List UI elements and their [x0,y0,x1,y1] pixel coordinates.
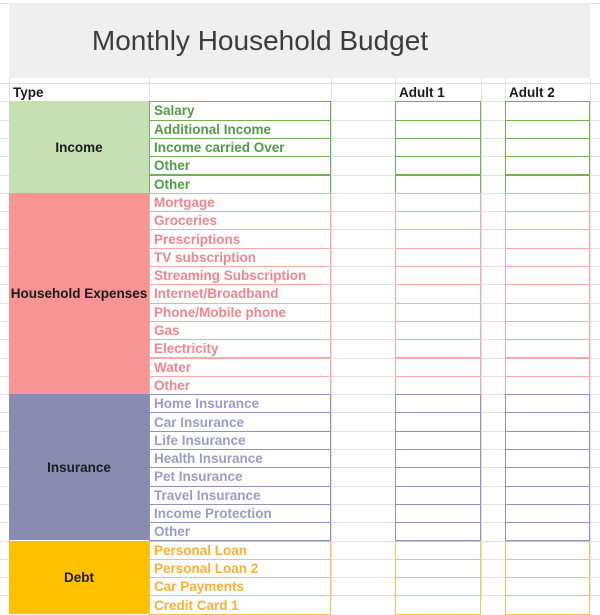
item-cell[interactable]: Gas [149,321,331,340]
adult2-value-cell[interactable] [505,486,590,505]
vertical-gridline [590,78,591,600]
adult2-value-cell[interactable] [505,431,590,450]
adult1-value-cell[interactable] [395,175,481,194]
adult2-value-cell[interactable] [505,101,590,120]
adult2-value-cell[interactable] [505,595,590,614]
adult2-value-cell[interactable] [505,284,590,303]
item-cell[interactable]: Personal Loan [149,541,331,560]
adult1-value-cell[interactable] [395,595,481,614]
column-header-adult1[interactable]: Adult 1 [399,84,445,100]
adult1-value-cell[interactable] [395,211,481,230]
item-cell[interactable]: Phone/Mobile phone [149,303,331,322]
adult1-value-cell[interactable] [395,559,481,578]
item-cell[interactable]: Prescriptions [149,229,331,248]
adult1-value-cell[interactable] [395,248,481,267]
item-cell[interactable]: Salary [149,101,331,120]
adult1-value-cell[interactable] [395,412,481,431]
item-cell[interactable]: Health Insurance [149,449,331,468]
item-cell[interactable]: Groceries [149,211,331,230]
item-cell[interactable]: Car Payments [149,577,331,596]
item-cell[interactable]: Additional Income [149,120,331,139]
section-type-cell[interactable]: Debt [9,541,149,614]
adult1-value-cell[interactable] [395,339,481,358]
adult2-value-cell[interactable] [505,138,590,157]
item-cell[interactable]: TV subscription [149,248,331,267]
item-cell[interactable]: Travel Insurance [149,486,331,505]
item-cell[interactable]: Income Protection [149,504,331,523]
adult2-value-cell[interactable] [505,412,590,431]
adult2-value-cell[interactable] [505,577,590,596]
item-cell[interactable]: Other [149,522,331,541]
item-cell[interactable]: Life Insurance [149,431,331,450]
column-header-adult2[interactable]: Adult 2 [509,84,555,100]
adult2-value-cell[interactable] [505,376,590,395]
item-cell[interactable]: Water [149,358,331,377]
adult1-value-cell[interactable] [395,266,481,285]
adult1-value-cell[interactable] [395,156,481,175]
adult2-value-cell[interactable] [505,211,590,230]
item-cell[interactable]: Car Insurance [149,412,331,431]
adult1-value-cell[interactable] [395,321,481,340]
adult2-value-cell[interactable] [505,504,590,523]
item-cell[interactable]: Personal Loan 2 [149,559,331,578]
adult1-value-cell[interactable] [395,101,481,120]
adult2-value-cell[interactable] [505,394,590,413]
adult1-value-cell[interactable] [395,467,481,486]
item-cell[interactable]: Other [149,175,331,194]
item-cell[interactable]: Streaming Subscription [149,266,331,285]
page-title: Monthly Household Budget [91,24,429,56]
adult1-value-cell[interactable] [395,504,481,523]
adult2-value-cell[interactable] [505,449,590,468]
item-cell[interactable]: Income carried Over [149,138,331,157]
item-cell[interactable]: Other [149,156,331,175]
item-cell[interactable]: Electricity [149,339,331,358]
adult2-value-cell[interactable] [505,467,590,486]
adult1-value-cell[interactable] [395,229,481,248]
adult1-value-cell[interactable] [395,358,481,377]
vertical-gridline [331,78,332,600]
adult2-value-cell[interactable] [505,193,590,212]
adult1-value-cell[interactable] [395,522,481,541]
adult2-value-cell[interactable] [505,358,590,377]
adult2-value-cell[interactable] [505,248,590,267]
vertical-gridline [481,78,482,600]
adult2-value-cell[interactable] [505,339,590,358]
column-header-type[interactable]: Type [13,84,44,100]
adult2-value-cell[interactable] [505,559,590,578]
adult1-value-cell[interactable] [395,394,481,413]
adult1-value-cell[interactable] [395,449,481,468]
section-type-cell[interactable]: Income [9,101,149,193]
adult1-value-cell[interactable] [395,303,481,322]
item-cell[interactable]: Pet Insurance [149,467,331,486]
item-cell[interactable]: Other [149,376,331,395]
item-cell[interactable]: Internet/Broadband [149,284,331,303]
item-cell[interactable]: Credit Card 1 [149,595,331,614]
adult1-value-cell[interactable] [395,577,481,596]
adult2-value-cell[interactable] [505,120,590,139]
title-band [9,3,590,78]
item-cell[interactable]: Mortgage [149,193,331,212]
section-type-cell[interactable]: Household Expenses [9,193,149,394]
adult2-value-cell[interactable] [505,541,590,560]
adult2-value-cell[interactable] [505,321,590,340]
section-type-cell[interactable]: Insurance [9,394,149,540]
adult1-value-cell[interactable] [395,486,481,505]
adult1-value-cell[interactable] [395,431,481,450]
adult1-value-cell[interactable] [395,120,481,139]
adult2-value-cell[interactable] [505,266,590,285]
item-cell[interactable]: Home Insurance [149,394,331,413]
adult2-value-cell[interactable] [505,229,590,248]
adult2-value-cell[interactable] [505,156,590,175]
adult1-value-cell[interactable] [395,138,481,157]
adult1-value-cell[interactable] [395,541,481,560]
adult1-value-cell[interactable] [395,284,481,303]
adult2-value-cell[interactable] [505,175,590,194]
adult1-value-cell[interactable] [395,376,481,395]
adult1-value-cell[interactable] [395,193,481,212]
adult2-value-cell[interactable] [505,522,590,541]
adult2-value-cell[interactable] [505,303,590,322]
